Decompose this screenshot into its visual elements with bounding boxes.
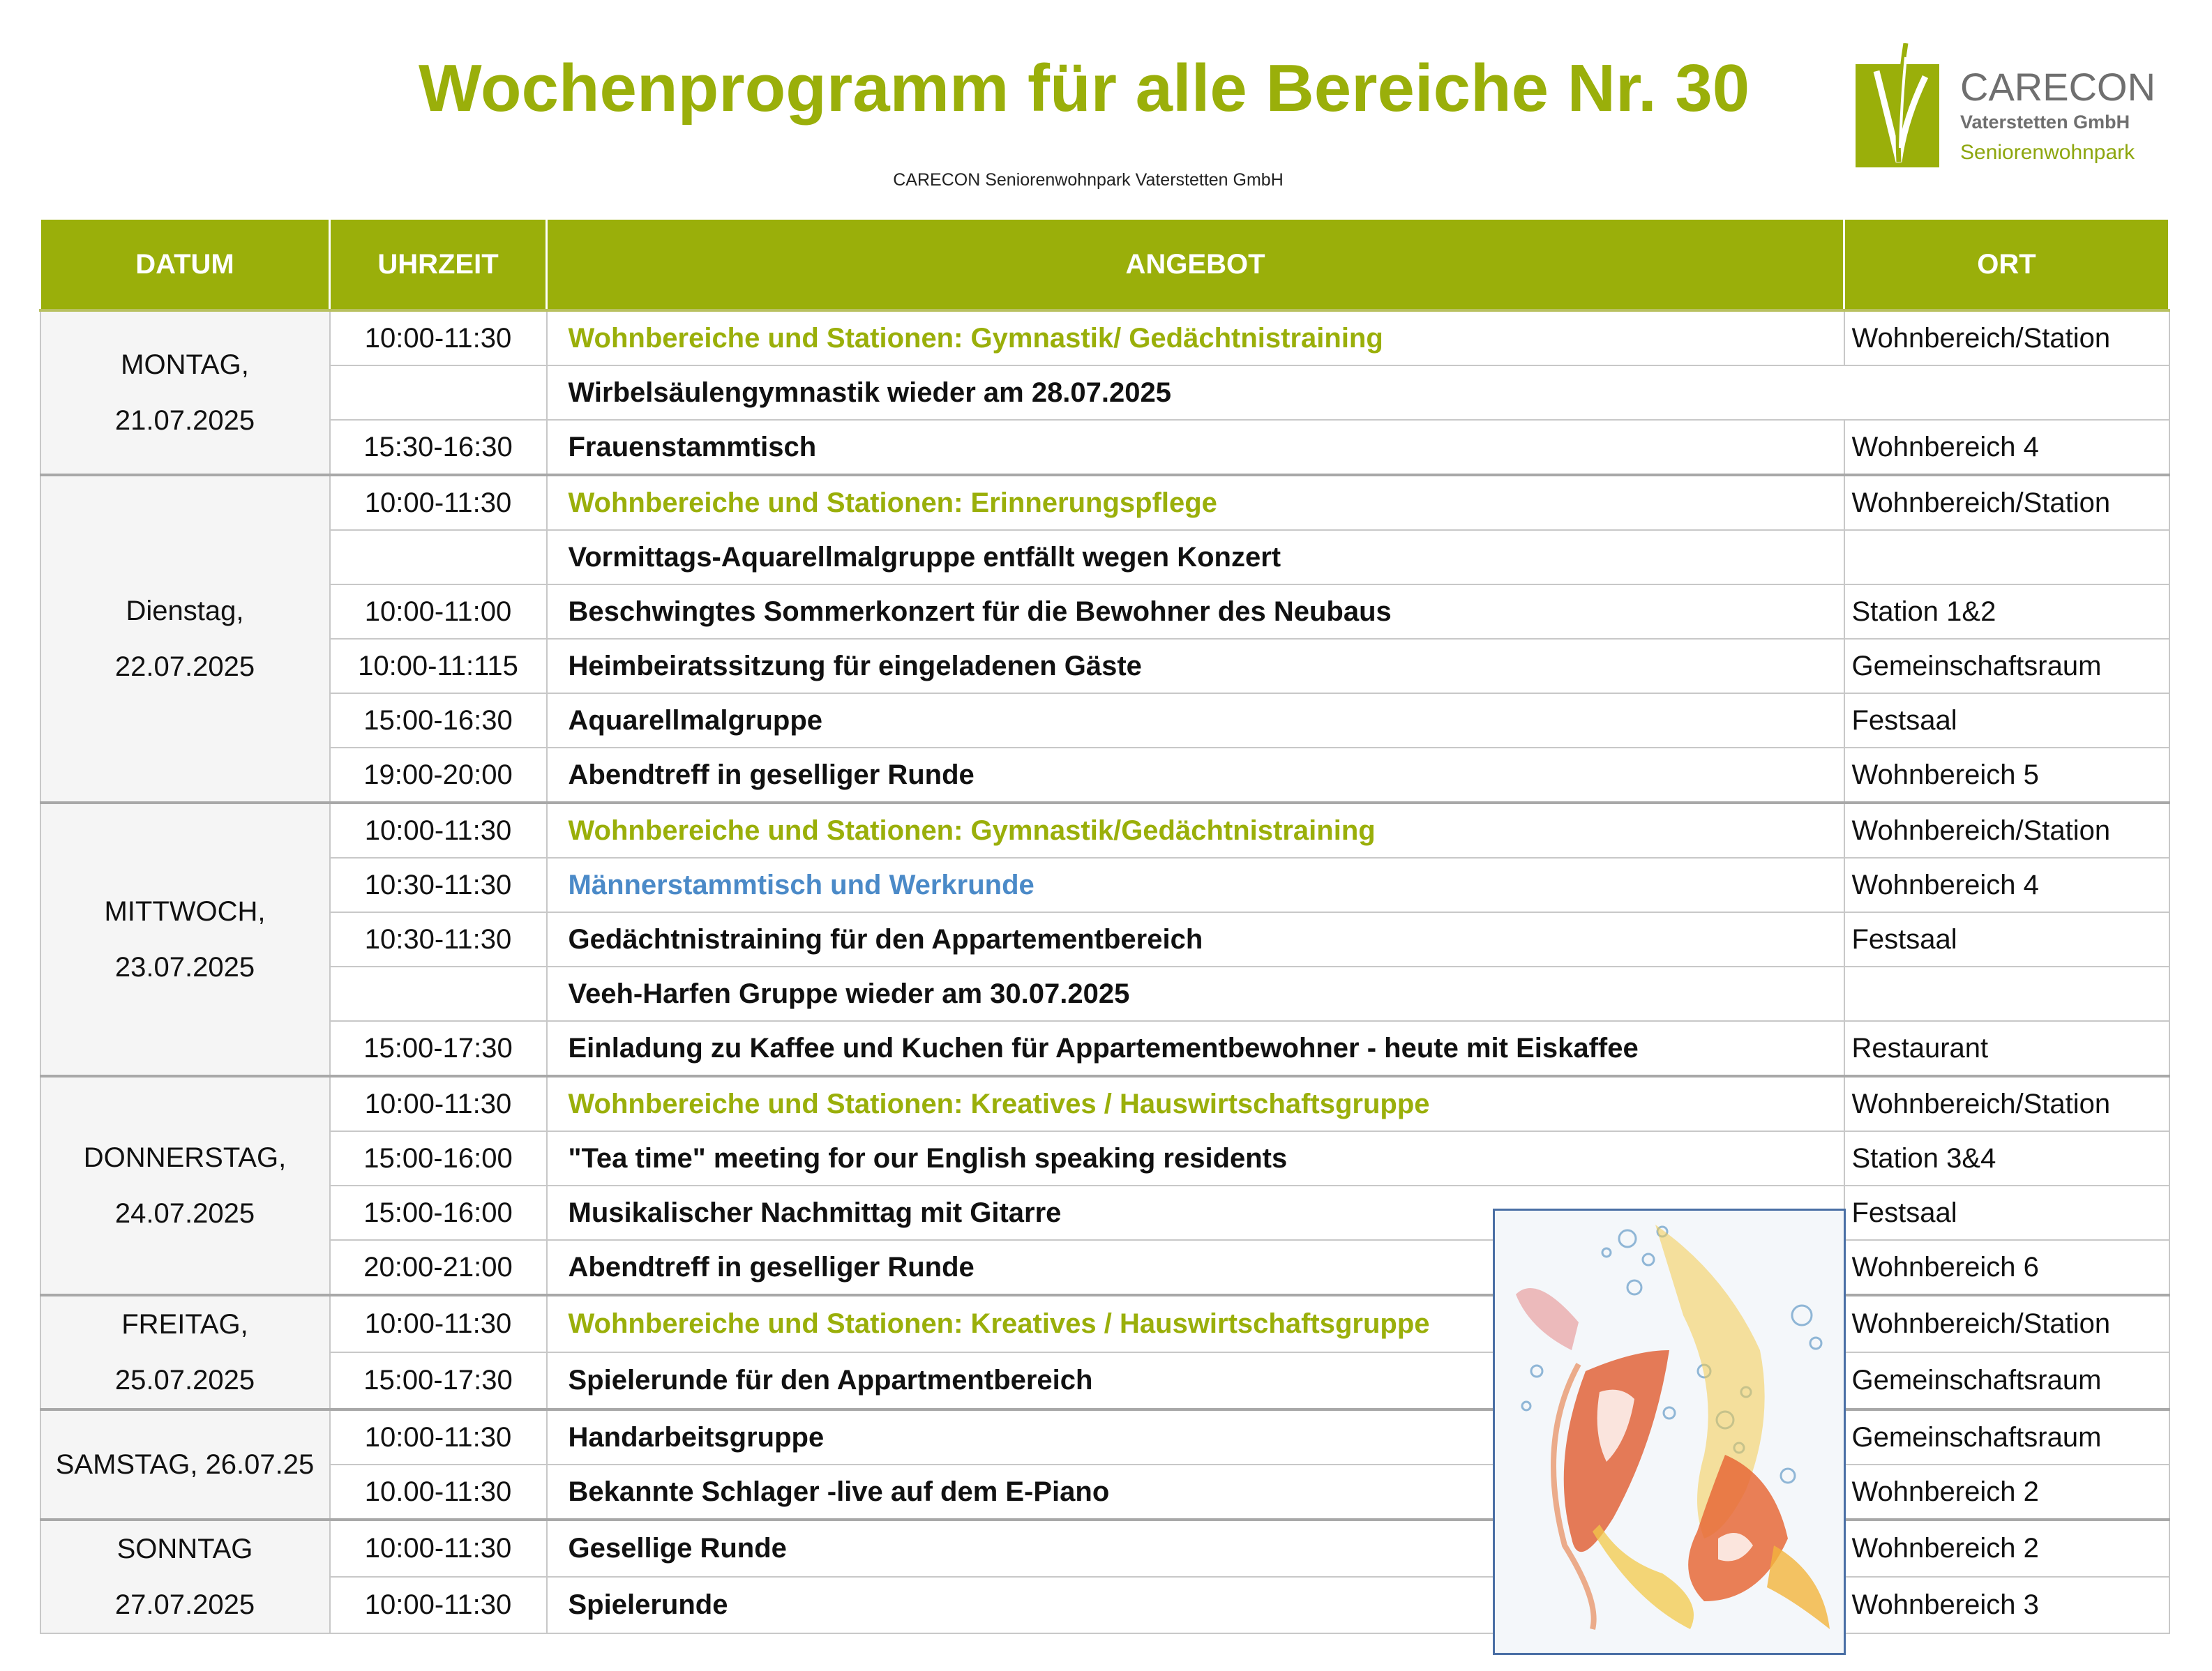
table-row	[40, 1465, 2169, 1520]
activity-cell: Abendtreff in geselliger Runde	[547, 748, 1844, 803]
date-value: 25.07.2025	[114, 1365, 255, 1396]
activity-cell: "Tea time" meeting for our English speaking residents	[547, 1131, 1844, 1186]
date-cell	[40, 310, 330, 475]
place-cell: Station 1&2	[1844, 584, 2169, 639]
time-cell	[330, 365, 547, 420]
activity-cell: Beschwingtes Sommerkonzert für die Bewohner des Neubaus	[547, 584, 1844, 639]
activity-cell: Bekannte Schlager -live auf dem E-Piano	[547, 1465, 1844, 1520]
activity-cell: Veeh-Harfen Gruppe wieder am 30.07.2025	[547, 967, 1844, 1021]
time-cell: 20:00-21:00	[330, 1240, 547, 1295]
activity-cell: Musikalischer Nachmittag mit Gitarre	[547, 1186, 1844, 1240]
carecon-logo	[1856, 36, 2176, 176]
time-cell: 15:00-17:30	[330, 1352, 547, 1409]
activity-cell: Wohnbereiche und Stationen: Kreatives / Hauswirtschaftsgruppe	[547, 1076, 1844, 1131]
date-weekday: FREITAG,	[121, 1309, 248, 1340]
table-row	[40, 1352, 2169, 1409]
date-weekday: MITTWOCH,	[104, 896, 266, 927]
activity-cell: Gesellige Runde	[547, 1520, 1844, 1577]
table-row	[40, 1240, 2169, 1295]
date-weekday: SAMSTAG, 26.07.25	[55, 1449, 315, 1480]
place-cell: Wohnbereich 3	[1844, 1577, 2169, 1633]
place-cell: Gemeinschaftsraum	[1844, 639, 2169, 693]
activity-cell: Wirbelsäulengymnastik wieder am 28.07.2025	[547, 365, 2169, 420]
header-date: DATUM	[40, 219, 330, 311]
date-value: 27.07.2025	[114, 1589, 255, 1620]
place-cell: Restaurant	[1844, 1021, 2169, 1076]
date-cell	[40, 803, 330, 1076]
place-cell: Wohnbereich 2	[1844, 1465, 2169, 1520]
date-cell	[40, 475, 330, 803]
activity-cell: Abendtreff in geselliger Runde	[547, 1240, 1844, 1295]
logo-name: CARECON	[1960, 65, 2156, 109]
table-row	[40, 1577, 2169, 1633]
place-cell: Gemeinschaftsraum	[1844, 1409, 2169, 1465]
koi-fish-painting	[1493, 1209, 1846, 1655]
place-cell: Wohnbereich/Station	[1844, 475, 2169, 530]
table-row	[40, 1409, 2169, 1465]
place-cell	[1844, 530, 2169, 584]
place-cell: Wohnbereich 4	[1844, 858, 2169, 912]
time-cell	[330, 530, 547, 584]
activity-cell: Vormittags-Aquarellmalgruppe entfällt wegen Konzert	[547, 530, 1844, 584]
place-cell: Festsaal	[1844, 1186, 2169, 1240]
header-time: UHRZEIT	[330, 219, 547, 311]
koi-fish-illustration	[1495, 1211, 1844, 1653]
activity-cell: Frauenstammtisch	[547, 420, 1844, 475]
table-row	[40, 420, 2169, 475]
time-cell: 15:00-16:30	[330, 693, 547, 748]
activity-cell: Aquarellmalgruppe	[547, 693, 1844, 748]
place-cell: Wohnbereich 5	[1844, 748, 2169, 803]
date-value: 22.07.2025	[114, 651, 255, 682]
time-cell: 15:00-16:00	[330, 1186, 547, 1240]
activity-cell: Gedächtnistraining für den Appartementbereich	[547, 912, 1844, 967]
table-row	[40, 584, 2169, 639]
place-cell: Wohnbereich 4	[1844, 420, 2169, 475]
date-weekday: SONNTAG	[116, 1534, 253, 1564]
table-row	[40, 693, 2169, 748]
time-cell: 10:00-11:00	[330, 584, 547, 639]
table-row	[40, 1186, 2169, 1240]
date-cell	[40, 1409, 330, 1520]
date-weekday: Dienstag,	[126, 596, 244, 626]
table-row	[40, 1520, 2169, 1577]
activity-cell: Wohnbereiche und Stationen: Kreatives / Hauswirtschaftsgruppe	[547, 1295, 1844, 1352]
time-cell: 10:00-11:30	[330, 1295, 547, 1352]
place-cell: Festsaal	[1844, 693, 2169, 748]
activity-cell: Spielerunde	[547, 1577, 1844, 1633]
table-row	[40, 310, 2169, 365]
date-cell	[40, 1520, 330, 1633]
header-place: ORT	[1844, 219, 2169, 311]
time-cell: 10:30-11:30	[330, 858, 547, 912]
page-subtitle: CARECON Seniorenwohnpark Vaterstetten GmbH	[893, 170, 1284, 190]
time-cell: 10:00-11:115	[330, 639, 547, 693]
date-value: 23.07.2025	[114, 952, 255, 983]
logo-line-3: Seniorenwohnpark	[1960, 141, 2135, 164]
place-cell: Wohnbereich/Station	[1844, 1076, 2169, 1131]
date-weekday: MONTAG,	[121, 349, 249, 380]
time-cell: 15:00-16:00	[330, 1131, 547, 1186]
activity-cell: Spielerunde für den Appartmentbereich	[547, 1352, 1844, 1409]
table-row	[40, 639, 2169, 693]
time-cell: 10:00-11:30	[330, 1577, 547, 1633]
table-row	[40, 1131, 2169, 1186]
time-cell: 15:30-16:30	[330, 420, 547, 475]
table-row	[40, 912, 2169, 967]
place-cell: Wohnbereich/Station	[1844, 803, 2169, 858]
table-row	[40, 1021, 2169, 1076]
place-cell: Wohnbereich/Station	[1844, 1295, 2169, 1352]
activity-cell: Heimbeiratssitzung für eingeladenen Gäste	[547, 639, 1844, 693]
time-cell: 10:00-11:30	[330, 1409, 547, 1465]
table-row	[40, 858, 2169, 912]
place-cell: Station 3&4	[1844, 1131, 2169, 1186]
time-cell: 15:00-17:30	[330, 1021, 547, 1076]
activity-cell: Handarbeitsgruppe	[547, 1409, 1844, 1465]
time-cell: 10:30-11:30	[330, 912, 547, 967]
place-cell	[1844, 967, 2169, 1021]
schedule-body	[40, 310, 2169, 1633]
date-weekday: DONNERSTAG,	[83, 1142, 287, 1173]
place-cell: Wohnbereich/Station	[1844, 310, 2169, 365]
date-value: 21.07.2025	[114, 405, 255, 436]
time-cell: 10:00-11:30	[330, 1520, 547, 1577]
table-row	[40, 967, 2169, 1021]
time-cell: 10:00-11:30	[330, 803, 547, 858]
time-cell: 10.00-11:30	[330, 1465, 547, 1520]
time-cell: 10:00-11:30	[330, 475, 547, 530]
table-row	[40, 1076, 2169, 1131]
place-cell: Festsaal	[1844, 912, 2169, 967]
time-cell: 10:00-11:30	[330, 310, 547, 365]
table-row	[40, 803, 2169, 858]
date-value: 24.07.2025	[114, 1198, 255, 1229]
date-cell	[40, 1295, 330, 1409]
header-offer: ANGEBOT	[547, 219, 1844, 311]
page-title: Wochenprogramm für alle Bereiche Nr. 30	[419, 51, 1750, 126]
table-row	[40, 1295, 2169, 1352]
time-cell	[330, 967, 547, 1021]
time-cell: 10:00-11:30	[330, 1076, 547, 1131]
activity-cell: Wohnbereiche und Stationen: Erinnerungspflege	[547, 475, 1844, 530]
logo-line-2: Vaterstetten GmbH	[1960, 112, 2130, 133]
time-cell: 19:00-20:00	[330, 748, 547, 803]
table-header-row	[40, 219, 2169, 311]
place-cell: Wohnbereich 2	[1844, 1520, 2169, 1577]
activity-cell: Wohnbereiche und Stationen: Gymnastik/Gedächtnistraining	[547, 803, 1844, 858]
activity-cell: Männerstammtisch und Werkrunde	[547, 858, 1844, 912]
schedule-table	[39, 218, 2170, 1634]
place-cell: Gemeinschaftsraum	[1844, 1352, 2169, 1409]
table-row	[40, 748, 2169, 803]
table-row	[40, 365, 2169, 420]
activity-cell: Einladung zu Kaffee und Kuchen für Appartementbewohner - heute mit Eiskaffee	[547, 1021, 1844, 1076]
place-cell: Wohnbereich 6	[1844, 1240, 2169, 1295]
activity-cell: Wohnbereiche und Stationen: Gymnastik/ Gedächtnistraining	[547, 310, 1844, 365]
date-cell	[40, 1076, 330, 1295]
table-row	[40, 475, 2169, 530]
table-row	[40, 530, 2169, 584]
carecon-logo-icon	[1856, 43, 1953, 169]
